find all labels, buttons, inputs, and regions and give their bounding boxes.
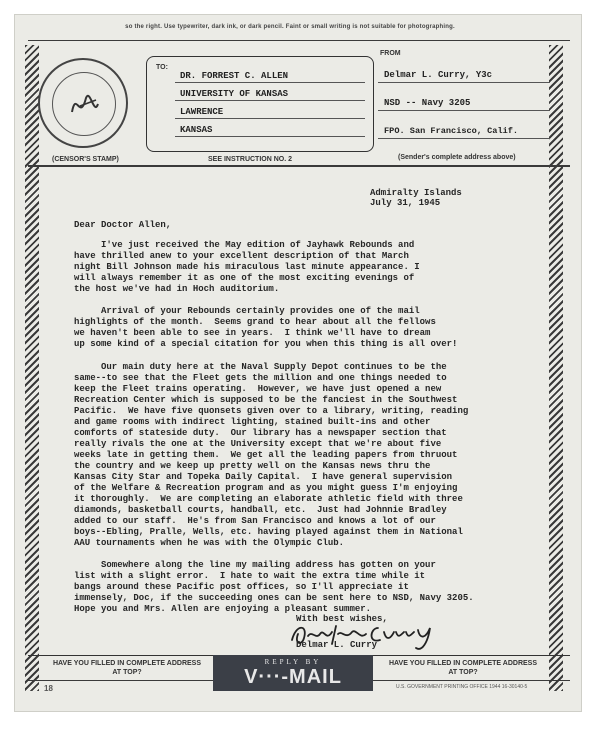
para2-line: highlights of the month. Seems grand to hear about all the fellows xyxy=(74,317,436,327)
para1-line: will always remember it as one of the most exciting evenings of xyxy=(74,273,415,283)
para1-line: I've just received the May edition of Jayhawk Rebounds and xyxy=(74,240,415,250)
para1-line: have thrilled anew to your excellent description of that March xyxy=(74,251,409,261)
header-instructions: so the right. Use typewriter, dark ink, or dark pencil. Faint or small writing is not suitable for photographing. xyxy=(125,24,455,30)
letter-closing: With best wishes, xyxy=(296,614,388,624)
para3-line: and game rooms with indirect lighting, stained built-ins and other xyxy=(74,417,431,427)
para3-line: really rivals the one at the University except that we're about five xyxy=(74,439,442,449)
para3-line: same--to see that the Fleet gets the million and one things needed to xyxy=(74,373,447,383)
to-line-3 xyxy=(175,118,365,119)
para3-line: it thoroughly. We are completing an elaborate athletic field with three xyxy=(74,494,463,504)
para3-line: diamonds, basketball courts, handball, etc. Just had Johnnie Bradley xyxy=(74,505,447,515)
censor-stamp xyxy=(38,58,128,148)
to-address-line-3: LAWRENCE xyxy=(180,107,224,117)
para3-line: the country and we keep up pretty well on the Kansas news thru the xyxy=(74,461,431,471)
top-rule xyxy=(28,40,570,41)
to-label: TO: xyxy=(156,64,168,71)
letter-salutation: Dear Doctor Allen, xyxy=(74,220,172,230)
para2-line: up some kind of a special citation for you when this thing is all over! xyxy=(74,339,458,349)
para4-line: Somewhere along the line my mailing address has gotten on your xyxy=(74,560,436,570)
para4-line: Hope you and Mrs. Allen are enjoying a pleasant summer. xyxy=(74,604,372,614)
to-address-line-4: KANSAS xyxy=(180,125,213,135)
footer-note-left: HAVE YOU FILLED IN COMPLETE ADDRESS AT TOP? xyxy=(52,660,202,676)
para3-line: AAU tournaments when he was with the Olympic Club. xyxy=(74,538,345,548)
para3-line: Our main duty here at the Naval Supply Depot continues to be the xyxy=(74,362,447,372)
sender-note: (Sender's complete address above) xyxy=(398,154,516,161)
letter-place: Admiralty Islands xyxy=(370,188,462,198)
footer-note-right: HAVE YOU FILLED IN COMPLETE ADDRESS AT TOP? xyxy=(388,660,538,676)
censor-stamp-graphic xyxy=(40,60,130,150)
para3-line: Pacific. We have five quonsets given over to a library, writing, reading xyxy=(74,406,469,416)
para3-line: Recreation Center which is supposed to be the fanciest in the Southwest xyxy=(74,395,458,405)
para1-line: night Bill Johnson made his miraculous last minute appearance. I xyxy=(74,262,420,272)
left-hatch-border xyxy=(25,45,39,691)
from-line-1 xyxy=(378,82,550,83)
para3-line: Kansas City Star and Topeka Daily Capital. I have general supervision xyxy=(74,472,453,482)
to-address-line-2: UNIVERSITY OF KANSAS xyxy=(180,89,289,99)
para4-line: bangs around these Pacific post offices, so I'll appreciate it xyxy=(74,582,409,592)
para3-line: added to our staff. He's from San Francisco and knows a lot of our xyxy=(74,516,436,526)
from-line-3 xyxy=(378,138,550,139)
para3-line: weeks late in getting them. We get all the leading papers from thruout xyxy=(74,450,458,460)
to-address-line-1: DR. FORREST C. ALLEN xyxy=(180,71,289,81)
to-line-1 xyxy=(175,82,365,83)
para3-line: keep the Fleet trains operating. However, we have just opened a new xyxy=(74,384,442,394)
from-address-line-3: FPO. San Francisco, Calif. xyxy=(384,126,519,136)
para4-line: list with a slight error. I hate to wait the extra time while it xyxy=(74,571,426,581)
letter-date: July 31, 1945 xyxy=(370,198,441,208)
para3-line: of the Welfare & Recreation program and as you might guess I'm enjoying xyxy=(74,483,458,493)
to-line-4 xyxy=(175,136,365,137)
signature-typed-name: Delmar L. Curry xyxy=(296,640,378,650)
censor-label: (CENSOR'S STAMP) xyxy=(52,156,119,163)
vmail-logo-block xyxy=(213,655,373,691)
from-address-line-2: NSD -- Navy 3205 xyxy=(384,98,471,108)
para4-line: immensely, Doc, if the succeeding ones can be sent here to NSD, Navy 3205. xyxy=(74,593,474,603)
para3-line: boys--Ebling, Pralle, Wells, etc. having played against them in National xyxy=(74,527,463,537)
para1-line: the host we've had in Hoch auditorium. xyxy=(74,284,280,294)
from-line-2 xyxy=(378,110,550,111)
form-number: 18 xyxy=(44,684,53,693)
para2-line: we haven't been able to see in years. I think we'll have to dream xyxy=(74,328,431,338)
printing-note: U.S. GOVERNMENT PRINTING OFFICE 1944 16-30140-5 xyxy=(396,684,528,690)
from-address-line-1: Delmar L. Curry, Y3c xyxy=(384,70,493,80)
header-bottom-rule xyxy=(28,165,570,167)
see-instruction-label: SEE INSTRUCTION NO. 2 xyxy=(208,156,293,163)
right-hatch-border xyxy=(549,45,563,691)
vmail-logo: V···-MAIL xyxy=(244,666,342,688)
from-label: FROM xyxy=(380,50,401,57)
to-line-2 xyxy=(175,100,365,101)
para2-line: Arrival of your Rebounds certainly provides one of the mail xyxy=(74,306,420,316)
reply-by-label: REPLY BY xyxy=(264,658,322,666)
para3-line: comforts of stateside duty. Our library has a newspaper section that xyxy=(74,428,447,438)
